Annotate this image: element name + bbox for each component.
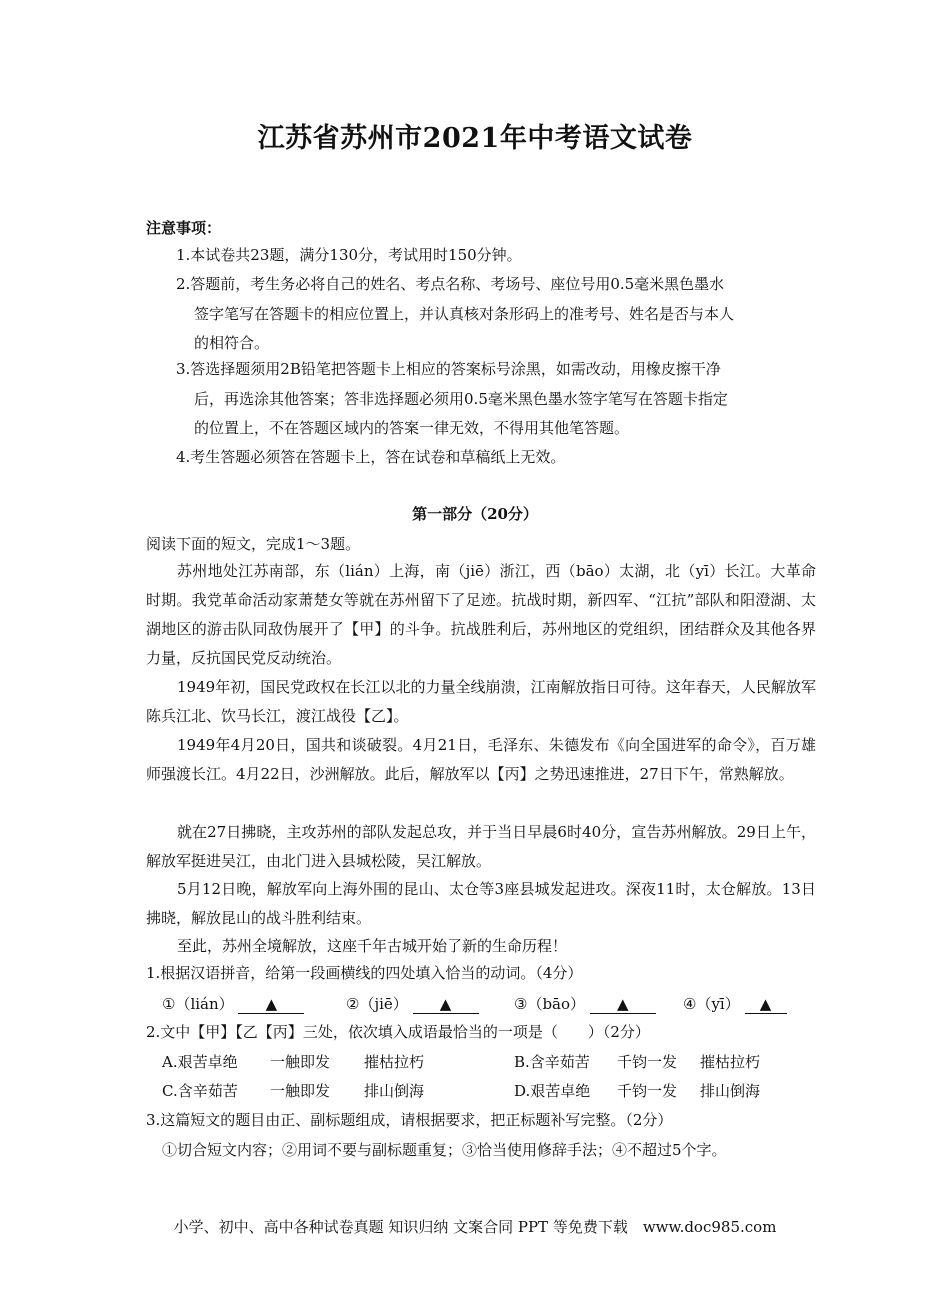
notice-line: 签字笔写在答题卡的相应位置上，并认真核对条形码上的准考号、姓名是否与本人 (194, 304, 735, 323)
question-2-stem: 2.文中【甲】【乙【丙】三处，依次填入成语最恰当的一项是（ ）（2分） (146, 1023, 650, 1041)
notice-heading: 注意事项： (146, 219, 222, 237)
page-title: 江苏省苏州市2021年中考语文试卷 (257, 123, 693, 154)
notice-line: 的位置上，不在答题区域内的答案一律无效，不得用其他笔答题。 (194, 419, 630, 437)
option-idiom: 含辛茹苦 (529, 1053, 590, 1071)
q1-item-label: ④（yī） (683, 995, 740, 1013)
q2-option-b[interactable] (514, 1051, 590, 1072)
section-instruction: 阅读下面的短文，完成1～3题。 (146, 535, 361, 553)
passage-paragraph-4: 就在27日拂晓，主攻苏州的部队发起总攻，并于当日早晨6时40分，宣告苏州解放。29日上午，解放军挺进吴江，由北门进入县城松陵，吴江解放。 (146, 823, 816, 870)
q1-item-label: ③（bāo） (514, 995, 586, 1013)
q2-option-c[interactable] (162, 1080, 238, 1101)
q2-option-d[interactable] (514, 1080, 590, 1101)
notice-item-2 (176, 270, 816, 359)
option-idiom: 排山倒海 (700, 1082, 761, 1100)
option-idiom: 含辛茹苦 (177, 1082, 238, 1100)
notice-line: 后，再选涂其他答案；答非选择题必须用0.5毫米黑色墨水签字笔写在答题卡指定 (194, 389, 728, 408)
q1-item-3 (514, 993, 656, 1014)
option-idiom: 一触即发 (270, 1082, 331, 1100)
option-idiom: 排山倒海 (364, 1082, 425, 1100)
passage-paragraph-2: 1949年初，国民党政权在长江以北的力量全线崩溃，江南解放指日可待。这年春天，人民解放军陈兵江北、饮马长江，渡江战役【乙】。 (146, 678, 816, 725)
section-title: 第一部分（20分） (412, 505, 538, 523)
answer-blank[interactable]: ▲ (413, 996, 479, 1014)
option-letter: D. (514, 1082, 531, 1100)
question-1-stem: 1.根据汉语拼音，给第一段画横线的四处填入恰当的动词。（4分） (146, 964, 583, 982)
notice-line: 的相符合。 (194, 334, 270, 352)
option-idiom: 摧枯拉朽 (700, 1053, 761, 1071)
option-idiom: 千钧一发 (617, 1053, 678, 1071)
answer-blank[interactable]: ▲ (590, 996, 656, 1014)
q1-item-1 (162, 993, 304, 1014)
notice-line: 1.本试卷共23题，满分130分，考试用时150分钟。 (176, 246, 522, 264)
notice-item-4 (176, 443, 816, 473)
passage-paragraph-1: 苏州地处江苏南部，东（lián）上海，南（jiē）浙江，西（bāo）太湖，北（yī）长江。大革命时期。我党革命活动家萧楚女等就在苏州留下了足迹。抗战时期，新四军、“江抗”部队和阳澄湖、太湖地区的游击队同敌伪展开了【甲】的斗争。抗战胜利后，苏州地区的党组织，团结群众及其他各界力量，反抗国民党反动统治。 (146, 562, 816, 667)
q1-item-label: ①（lián） (162, 995, 234, 1013)
answer-blank[interactable]: ▲ (238, 996, 304, 1014)
answer-blank[interactable]: ▲ (745, 996, 787, 1014)
q1-item-label: ②（jiē） (346, 995, 408, 1013)
q1-item-2 (346, 993, 479, 1014)
notice-item-3 (176, 355, 816, 444)
option-idiom: 千钧一发 (617, 1082, 678, 1100)
page-footer: 小学、初中、高中各种试卷真题 知识归纳 文案合同 PPT 等免费下载 www.doc985.com (173, 1218, 777, 1236)
passage-paragraph-6: 至此，苏州全境解放，这座千年古城开始了新的生命历程！ (177, 937, 568, 955)
option-idiom: 摧枯拉朽 (364, 1053, 425, 1071)
option-letter: B. (514, 1053, 530, 1071)
notice-line: 2.答题前，考生务必将自己的姓名、考点名称、考场号、座位号用0.5毫米黑色墨水 (176, 275, 725, 293)
option-letter: C. (162, 1082, 178, 1100)
q2-option-a[interactable] (162, 1051, 238, 1072)
notice-item-1 (176, 241, 816, 271)
q1-item-4 (683, 993, 787, 1014)
option-idiom: 艰苦卓绝 (177, 1053, 238, 1071)
passage-paragraph-5: 5月12日晚，解放军向上海外围的昆山、太仓等3座县城发起进攻。深夜11时，太仓解放。13日拂晓，解放昆山的战斗胜利结束。 (146, 880, 816, 927)
option-letter: A. (162, 1053, 178, 1071)
question-3-requirements: ①切合短文内容；②用词不要与副标题重复；③恰当使用修辞手法；④不超过5个字。 (162, 1141, 727, 1159)
notice-line: 3.答选择题须用2B铅笔把答题卡上相应的答案标号涂黑，如需改动，用橡皮擦干净 (176, 360, 721, 378)
notice-line: 4.考生答题必须答在答题卡上，答在试卷和草稿纸上无效。 (176, 448, 566, 466)
option-idiom: 一触即发 (270, 1053, 331, 1071)
option-idiom: 艰苦卓绝 (530, 1082, 591, 1100)
question-3-stem: 3.这篇短文的题目由正、副标题组成，请根据要求，把正标题补写完整。（2分） (146, 1111, 673, 1129)
passage-paragraph-3: 1949年4月20日，国共和谈破裂。4月21日，毛泽东、朱德发布《向全国进军的命令》，百万雄师强渡长江。4月22日，沙洲解放。此后，解放军以【丙】之势迅速推进，27日下午，常熟解放。 (146, 736, 816, 783)
